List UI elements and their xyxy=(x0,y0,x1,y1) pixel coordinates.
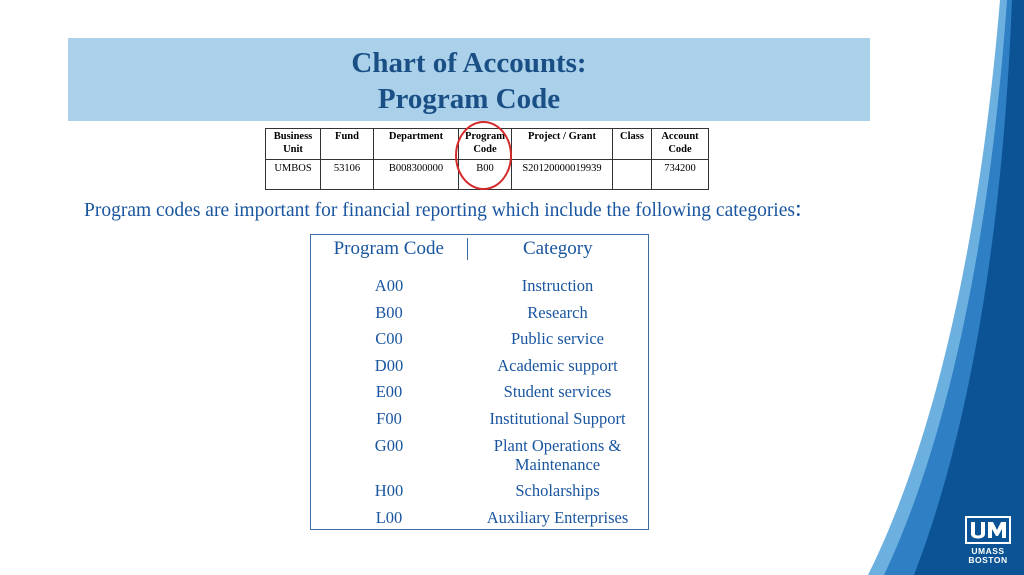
slide-title-line1: Chart of Accounts: xyxy=(351,47,587,79)
header-project-grant: Project / Grant xyxy=(512,129,613,160)
category-code: D00 xyxy=(374,356,404,375)
table-row xyxy=(311,303,648,322)
header-account-code: Account Code xyxy=(652,129,709,160)
category-header-row xyxy=(311,238,648,260)
logo-text-umass: UMASS xyxy=(971,546,1005,556)
header-department: Department xyxy=(374,129,459,160)
category-header-category: Category xyxy=(522,238,593,259)
value-class xyxy=(613,160,652,190)
table-row xyxy=(311,329,648,348)
table-row xyxy=(311,508,648,527)
value-account-code: 734200 xyxy=(652,160,709,190)
category-name: Research xyxy=(527,303,588,322)
header-program-code: Program Code xyxy=(459,129,512,160)
table-row xyxy=(311,276,648,295)
category-name: Auxiliary Enterprises xyxy=(486,508,629,527)
intro-text: Program codes are important for financial reporting which include the following categories xyxy=(84,200,795,221)
table-row xyxy=(311,436,648,474)
category-code: E00 xyxy=(375,382,403,401)
slide-title-line2: Program Code xyxy=(377,83,561,115)
category-code: L00 xyxy=(375,508,403,527)
category-code: C00 xyxy=(375,329,403,348)
category-name: Public service xyxy=(510,329,604,348)
value-fund: 53106 xyxy=(321,160,374,190)
category-code: H00 xyxy=(374,481,404,500)
table-row xyxy=(311,382,648,401)
category-name: Academic support xyxy=(497,356,618,375)
category-header-code: Program Code xyxy=(311,238,468,260)
program-category-table xyxy=(310,234,649,530)
category-code: A00 xyxy=(374,276,404,295)
header-class: Class xyxy=(613,129,652,160)
umass-boston-logo xyxy=(962,516,1014,565)
intro-colon: : xyxy=(794,196,802,222)
value-project-grant: S20120000019939 xyxy=(512,160,613,190)
table-row xyxy=(311,356,648,375)
header-business-unit: Business Unit xyxy=(266,129,321,160)
umass-emblem-icon xyxy=(965,516,1011,544)
category-code: G00 xyxy=(374,436,404,455)
value-department: B008300000 xyxy=(374,160,459,190)
title-banner xyxy=(68,38,870,121)
category-name: Instruction xyxy=(521,276,594,295)
category-name: Scholarships xyxy=(515,481,600,500)
category-name: Institutional Support xyxy=(489,409,626,428)
value-business-unit: UMBOS xyxy=(266,160,321,190)
value-program-code: B00 xyxy=(459,160,512,190)
category-name: Student services xyxy=(503,382,612,401)
category-code: F00 xyxy=(376,409,402,428)
table-row xyxy=(311,481,648,500)
table-row xyxy=(311,409,648,428)
program-code-highlight-circle xyxy=(455,121,512,190)
logo-text-boston: BOSTON xyxy=(968,555,1008,565)
header-fund: Fund xyxy=(321,129,374,160)
intro-sentence xyxy=(84,196,802,223)
category-code: B00 xyxy=(375,303,403,322)
category-name: Plant Operations & Maintenance xyxy=(493,436,622,474)
